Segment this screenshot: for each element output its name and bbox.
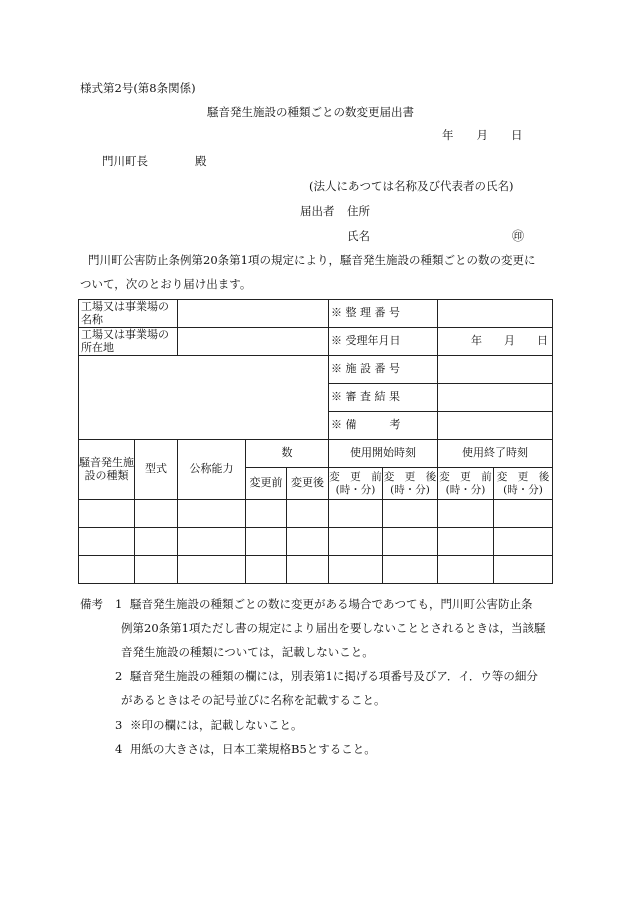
cell-type[interactable] (79, 528, 135, 556)
remarks-label: ※ 備 考 (329, 412, 438, 440)
cell-end-before[interactable] (438, 556, 494, 584)
factory-name-label: 工場又は事業場の名称 (79, 300, 178, 328)
cell-start-after[interactable] (383, 528, 438, 556)
col-count-before: 変更前 (246, 468, 287, 500)
intro-line-2: ついて，次のとおり届け出ます。 (80, 277, 252, 291)
col-end-before: 変 更 前 (時・分) (438, 468, 494, 500)
address-label: 住所 (347, 204, 370, 218)
intro-line-1: 門川町公害防止条例第20条第1項の規定により，騒音発生施設の種類ごとの数の変更に (88, 253, 536, 267)
addressee: 門川町長 (102, 154, 148, 168)
cell-count-before[interactable] (246, 528, 287, 556)
cell-end-before[interactable] (438, 500, 494, 528)
note-3-line-1: ※印の欄には，記載しないこと。 (130, 718, 303, 732)
col-start-after: 変 更 後 (時・分) (383, 468, 438, 500)
col-count-after: 変更後 (287, 468, 329, 500)
page-title: 騒音発生施設の種類ごとの数変更届出書 (207, 105, 414, 119)
col-model: 型式 (135, 440, 178, 500)
col-facility-type: 騒音発生施設の種類 (79, 440, 135, 500)
cell-end-before[interactable] (438, 528, 494, 556)
note-1-number: 1 (115, 597, 123, 611)
note-4-line-1: 用紙の大きさは，日本工業規格B5とすること。 (130, 742, 376, 756)
note-1-line-3: 音発生施設の種類については，記載しないこと。 (121, 645, 374, 659)
cell-type[interactable] (79, 500, 135, 528)
col-count: 数 (246, 440, 329, 468)
reference-number-label: ※ 整 理 番 号 (329, 300, 438, 328)
review-result-label: ※ 審 査 結 果 (329, 384, 438, 412)
note-4-number: 4 (115, 742, 123, 756)
facility-number-label: ※ 施 設 番 号 (329, 356, 438, 384)
cell-start-before[interactable] (329, 556, 383, 584)
honorific: 殿 (195, 154, 207, 168)
facility-number-field (438, 356, 553, 384)
note-2-line-1: 騒音発生施設の種類の欄には，別表第1に掲げる項番号及びア．イ．ウ等の細分 (130, 669, 538, 683)
cell-count-after[interactable] (287, 556, 329, 584)
col-start-time: 使用開始時刻 (329, 440, 438, 468)
notes-label: 備考 (80, 597, 103, 611)
seal-mark: ㊞ (512, 229, 525, 243)
cell-count-after[interactable] (287, 528, 329, 556)
col-start-before: 変 更 前 (時・分) (329, 468, 383, 500)
note-2-line-2: があるときはその記号並びに名称を記載すること。 (121, 693, 386, 707)
col-capacity: 公称能力 (178, 440, 246, 500)
col-end-time: 使用終了時刻 (438, 440, 553, 468)
factory-location-field[interactable] (178, 328, 329, 356)
cell-start-before[interactable] (329, 500, 383, 528)
cell-end-after[interactable] (494, 500, 553, 528)
note-1-line-1: 騒音発生施設の種類ごとの数に変更がある場合であつても，門川町公害防止条 (130, 597, 533, 611)
cell-capacity[interactable] (178, 556, 246, 584)
date-line: 年 月 日 (442, 128, 523, 142)
cell-model[interactable] (135, 528, 178, 556)
receipt-date-label: ※ 受理年月日 (329, 328, 438, 356)
blank-area (79, 356, 329, 440)
form-table (78, 299, 553, 584)
name-label: 氏名 (347, 229, 370, 243)
notifier-label: 届出者 (300, 204, 335, 218)
receipt-date-field: 年 月 日 (438, 328, 553, 356)
table-row (79, 528, 553, 556)
corporate-note: (法人にあつては名称及び代表者の氏名) (309, 179, 514, 193)
cell-start-after[interactable] (383, 500, 438, 528)
cell-type[interactable] (79, 556, 135, 584)
note-1-line-2: 例第20条第1項ただし書の規定により届出を要しないこととされるときは，当該騒 (121, 621, 546, 635)
cell-count-after[interactable] (287, 500, 329, 528)
note-2-number: 2 (115, 669, 123, 683)
cell-count-before[interactable] (246, 500, 287, 528)
cell-model[interactable] (135, 556, 178, 584)
cell-capacity[interactable] (178, 528, 246, 556)
remarks-field (438, 412, 553, 440)
col-end-after: 変 更 後 (時・分) (494, 468, 553, 500)
factory-location-label: 工場又は事業場の所在地 (79, 328, 178, 356)
form-number: 様式第2号(第8条関係) (80, 81, 196, 95)
note-3-number: 3 (115, 718, 123, 732)
cell-model[interactable] (135, 500, 178, 528)
reference-number-field (438, 300, 553, 328)
cell-start-before[interactable] (329, 528, 383, 556)
cell-end-after[interactable] (494, 528, 553, 556)
table-row (79, 500, 553, 528)
factory-name-field[interactable] (178, 300, 329, 328)
review-result-field (438, 384, 553, 412)
cell-count-before[interactable] (246, 556, 287, 584)
cell-start-after[interactable] (383, 556, 438, 584)
table-row (79, 556, 553, 584)
cell-end-after[interactable] (494, 556, 553, 584)
cell-capacity[interactable] (178, 500, 246, 528)
